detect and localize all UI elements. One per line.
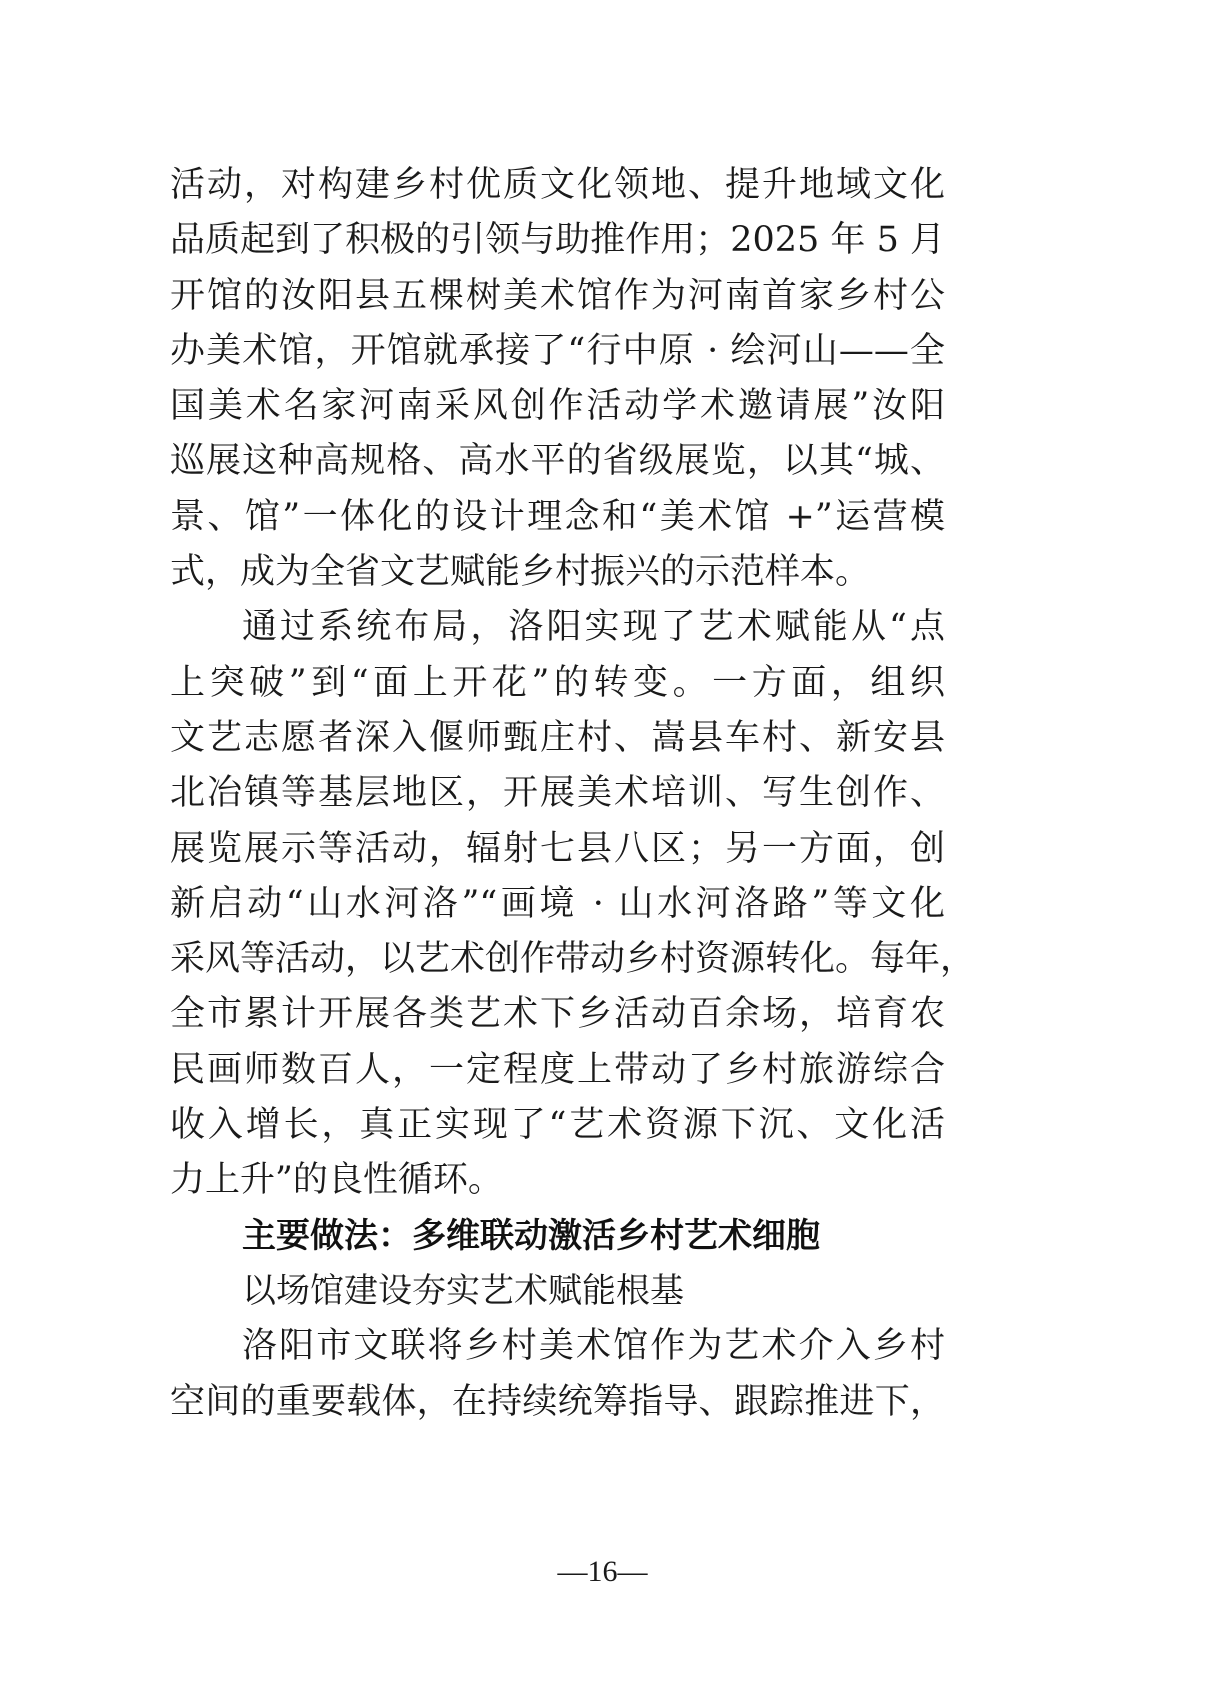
text-line: 民画师数百人，一定程度上带动了乡村旅游综合 [170, 1049, 945, 1090]
text-line: 景、馆”一体化的设计理念和“美术馆 +”运营模 [170, 496, 945, 537]
text-line: 北冶镇等基层地区，开展美术培训、写生创作、 [170, 773, 945, 814]
text-line: 全市累计开展各类艺术下乡活动百余场，培育农 [170, 994, 945, 1035]
text-line: 巡展这种高规格、高水平的省级展览，以其“城、 [170, 441, 945, 482]
text-line: 新启动“山水河洛”“画境 · 山水河洛路”等文化 [170, 883, 945, 924]
text-line: 文艺志愿者深入偃师甄庄村、嵩县车村、新安县 [170, 717, 945, 758]
section-subheading: 以场馆建设夯实艺术赋能根基 [242, 1270, 684, 1311]
text-line: 活动，对构建乡村优质文化领地、提升地域文化 [170, 165, 945, 205]
paragraph-1 [170, 158, 945, 600]
paragraph-2 [170, 600, 976, 1208]
text-line: 办美术馆，开馆就承接了“行中原 · 绘河山——全 [170, 330, 945, 371]
text-line: 品质起到了积极的引领与助推作用；2025 年 5 月 [170, 220, 945, 261]
text-line: 上突破”到“面上开花”的转变。一方面，组织 [170, 662, 945, 703]
text-line: 开馆的汝阳县五棵树美术馆作为河南首家乡村公 [170, 275, 945, 316]
text-line: 展览展示等活动，辐射七县八区；另一方面，创 [170, 828, 945, 869]
text-line: 通过系统布局，洛阳实现了艺术赋能从“点 [242, 607, 945, 648]
text-line: 采风等活动，以艺术创作带动乡村资源转化。每年， [170, 939, 976, 980]
text-line: 力上升”的良性循环。 [170, 1160, 503, 1201]
page-number: —16— [557, 1555, 648, 1588]
text-line: 收入增长，真正实现了“艺术资源下沉、文化活 [170, 1105, 945, 1146]
text-line: 洛阳市文联将乡村美术馆作为艺术介入乡村 [242, 1326, 945, 1367]
section-heading: 主要做法：多维联动激活乡村艺术细胞 [242, 1215, 820, 1256]
paragraph-3 [170, 1319, 945, 1430]
body-text [170, 158, 976, 1430]
text-line: 国美术名家河南采风创作活动学术邀请展”汝阳 [170, 386, 945, 427]
text-line: 式，成为全省文艺赋能乡村振兴的示范样本。 [170, 552, 871, 593]
text-line: 空间的重要载体，在持续统筹指导、跟踪推进下， [170, 1381, 945, 1422]
